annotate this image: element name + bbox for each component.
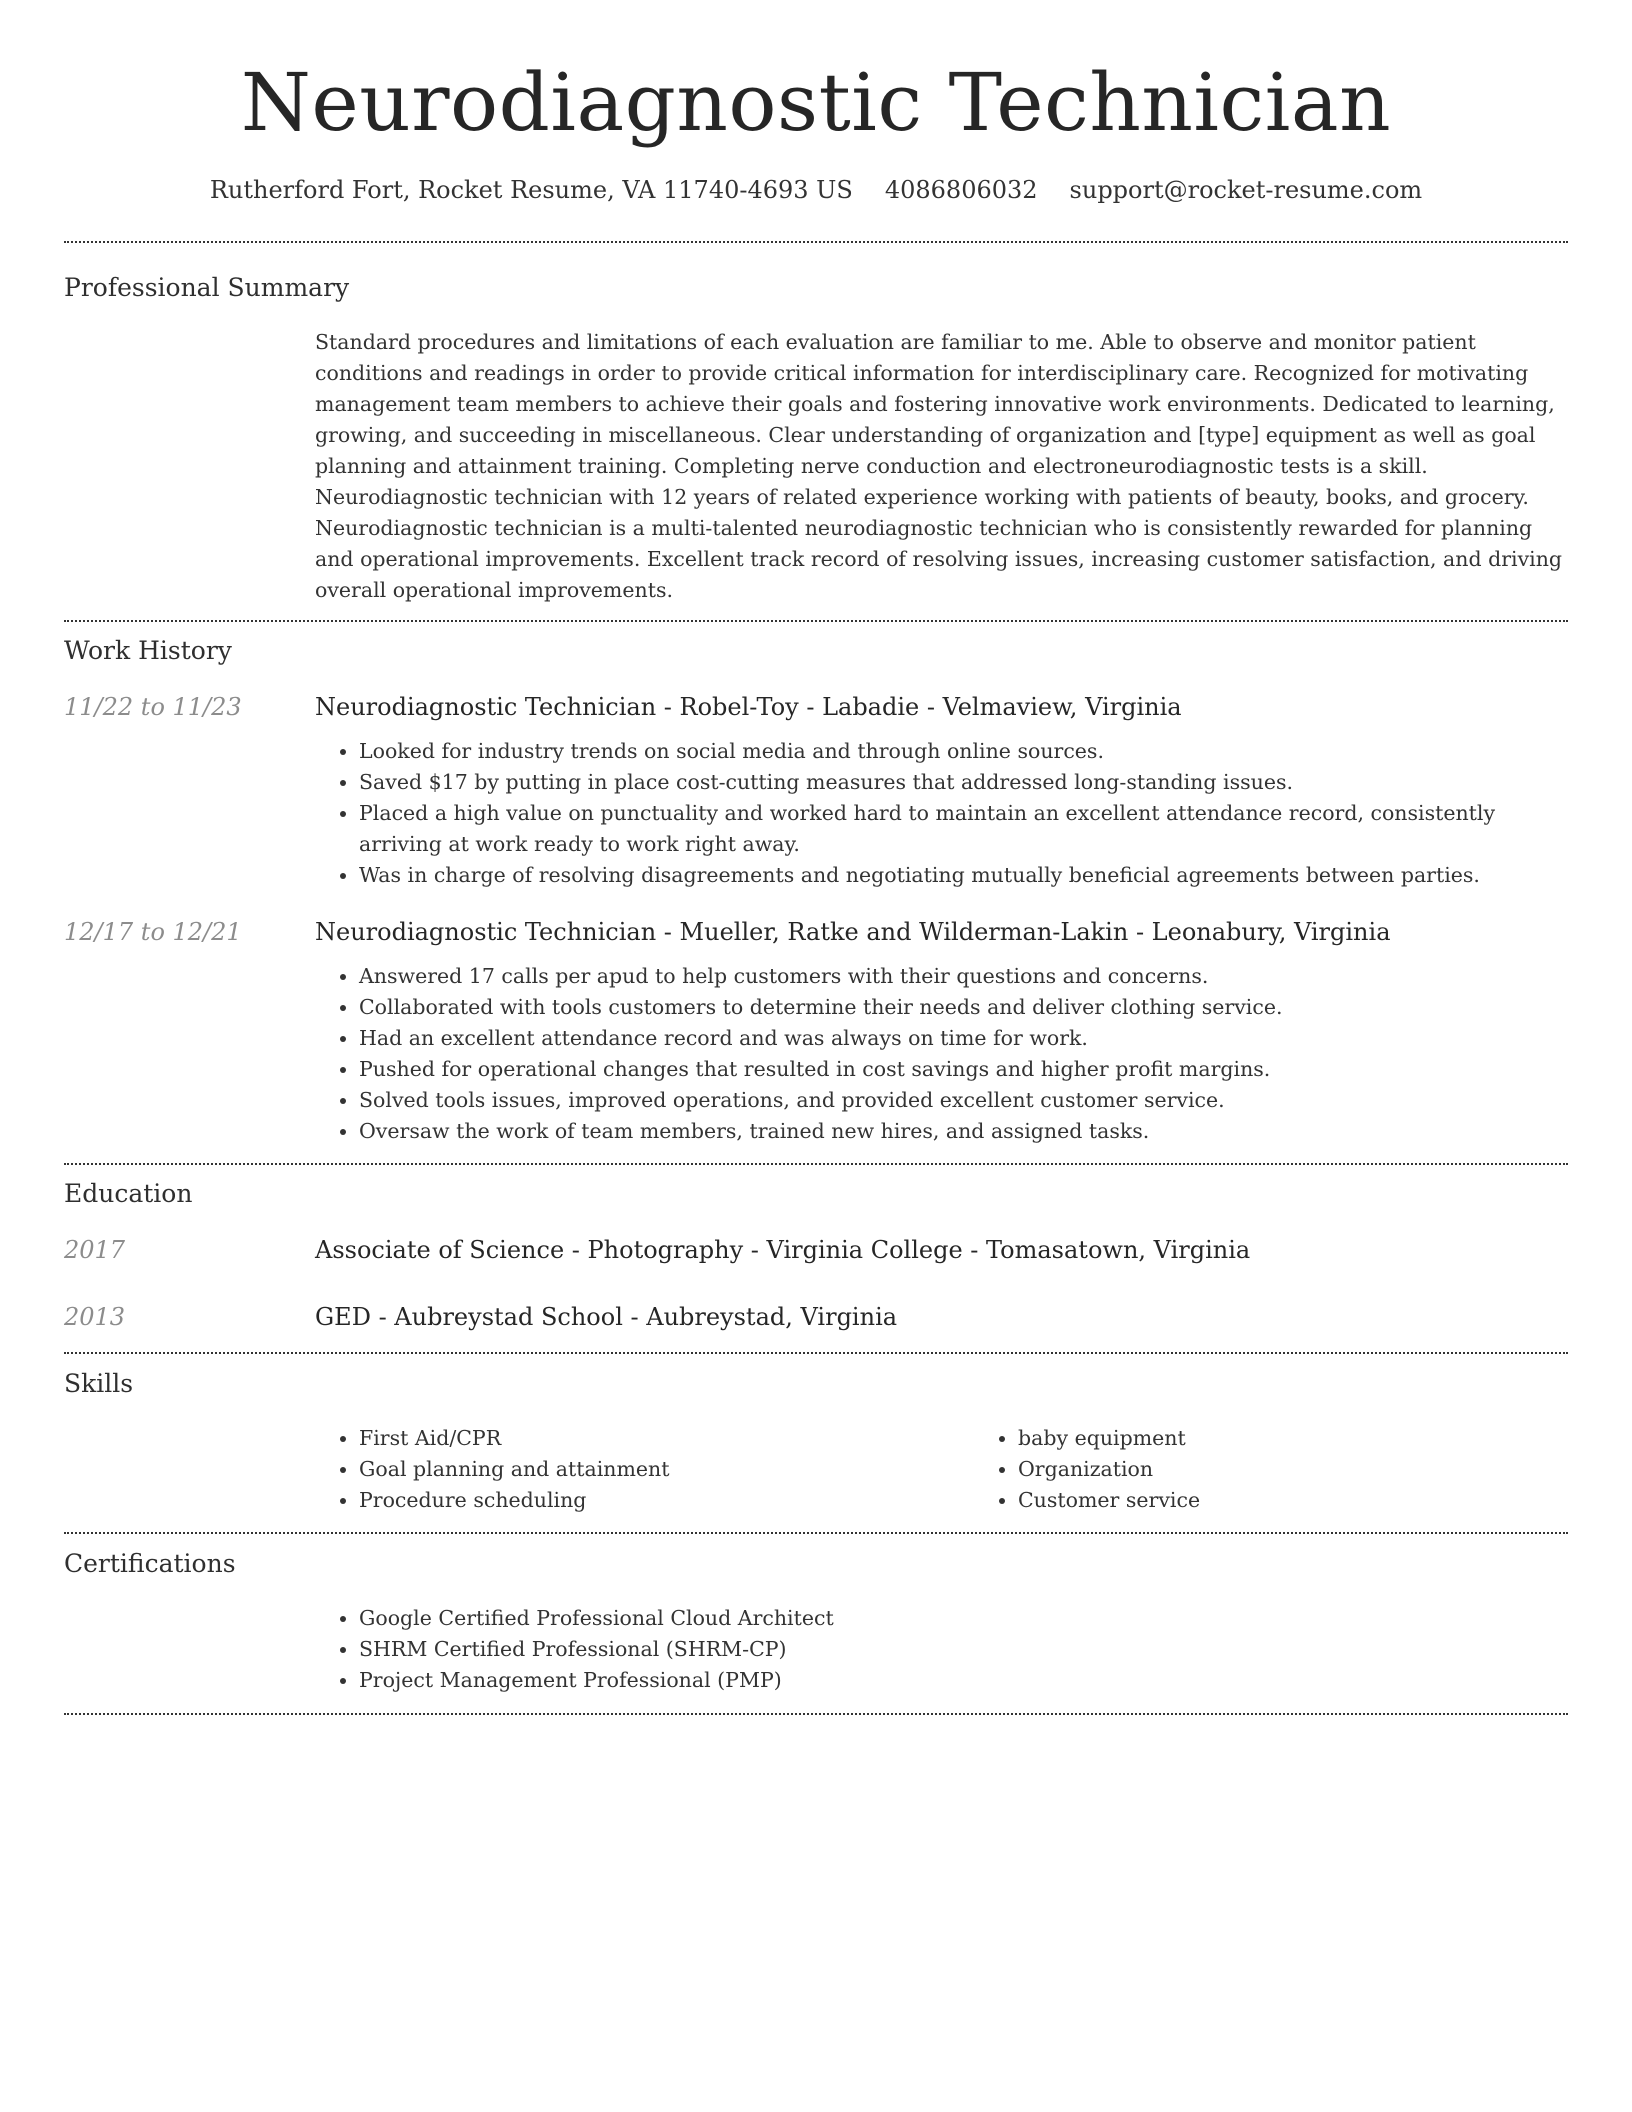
education-year: 2017 — [64, 1236, 126, 1264]
job-heading: Neurodiagnostic Technician - Mueller, Ratke and Wilderman-Lakin - Leonabury, Virginia — [315, 918, 1391, 946]
certifications-section — [64, 1534, 1568, 1713]
list-item: • Oversaw the work of team members, trained new hires, and assigned tasks. — [359, 1116, 1568, 1147]
skills-list-left — [315, 1423, 974, 1516]
list-item: • Customer service — [1018, 1485, 1632, 1516]
job-bullets — [315, 736, 1568, 891]
list-item: • Organization — [1018, 1454, 1632, 1485]
list-item: • Had an excellent attendance record and was always on time for work. — [359, 1023, 1568, 1054]
job-dates: 12/17 to 12/21 — [64, 918, 242, 946]
education-heading: GED - Aubreystad School - Aubreystad, Virginia — [315, 1303, 898, 1331]
professional-summary-section — [64, 243, 1568, 620]
list-item: • Project Management Professional (PMP) — [359, 1665, 1568, 1696]
list-item: • Was in charge of resolving disagreements and negotiating mutually beneficial agreements between parties. — [359, 860, 1568, 891]
education-entry — [64, 1300, 1568, 1334]
job-bullets — [315, 961, 1568, 1147]
education-year: 2013 — [64, 1303, 126, 1331]
education-entry — [64, 1233, 1568, 1267]
list-item: • Google Certified Professional Cloud Architect — [359, 1603, 1568, 1634]
skills-list-right — [974, 1423, 1632, 1516]
section-divider — [64, 1713, 1568, 1715]
job-dates: 11/22 to 11/23 — [64, 693, 242, 721]
list-item: • Looked for industry trends on social media and through online sources. — [359, 736, 1568, 767]
section-title-skills: Skills — [64, 1369, 134, 1398]
list-item: • Saved $17 by putting in place cost-cutting measures that addressed long-standing issues. — [359, 767, 1568, 798]
job-heading: Neurodiagnostic Technician - Robel-Toy - Labadie - Velmaview, Virginia — [315, 693, 1182, 721]
work-history-section — [64, 622, 1568, 1163]
list-item: • Pushed for operational changes that resulted in cost savings and higher profit margins. — [359, 1054, 1568, 1085]
contact-phone: 4086806032 — [884, 176, 1038, 204]
list-item: • Procedure scheduling — [359, 1485, 974, 1516]
candidate-name: Neurodiagnostic Technician — [240, 56, 1392, 149]
contact-address: Rutherford Fort, Rocket Resume, VA 11740-4693 US — [209, 176, 853, 204]
education-section — [64, 1165, 1568, 1352]
job-entry — [64, 690, 1568, 724]
job-entry — [64, 915, 1568, 949]
list-item: • baby equipment — [1018, 1423, 1632, 1454]
list-item: • Collaborated with tools customers to determine their needs and deliver clothing service. — [359, 992, 1568, 1023]
list-item: • First Aid/CPR — [359, 1423, 974, 1454]
section-title-certifications: Certifications — [64, 1549, 236, 1578]
list-item: • Answered 17 calls per apud to help customers with their questions and concerns. — [359, 961, 1568, 992]
certifications-list — [315, 1603, 1568, 1696]
education-heading: Associate of Science - Photography - Virginia College - Tomasatown, Virginia — [315, 1236, 1251, 1264]
list-item: • SHRM Certified Professional (SHRM-CP) — [359, 1634, 1568, 1665]
section-title-summary: Professional Summary — [64, 273, 350, 302]
contact-email[interactable]: support@rocket-resume.com — [1069, 176, 1423, 204]
list-item: • Placed a high value on punctuality and worked hard to maintain an excellent attendance record, consistently arriving at work ready to work right away. — [359, 798, 1568, 860]
list-item: • Goal planning and attainment — [359, 1454, 974, 1485]
section-title-work: Work History — [64, 636, 232, 665]
skills-section — [64, 1354, 1568, 1532]
list-item: • Solved tools issues, improved operations, and provided excellent customer service. — [359, 1085, 1568, 1116]
section-title-education: Education — [64, 1179, 193, 1208]
skills-grid — [315, 1423, 1632, 1516]
summary-text: Standard procedures and limitations of each evaluation are familiar to me. Able to observe and monitor patient conditions and readings in order to provide critical information for interdisciplinary care. Recognized for motivating management team members to achieve their goals and fostering innovative work environments. Dedicated to learning, growing, and succeeding in miscellaneous. Clear understanding of organization and [type] equipment as well as goal planning and attainment training. Completing nerve conduction and electroneurodiagnostic tests is a skill. Neurodiagnostic technician with 12 years of related experience working with patients of beauty, books, and grocery. Neurodiagnostic technician is a multi-talented neurodiagnostic technician who is consistently rewarded for planning and operational improvements. Excellent track record of resolving issues, increasing customer satisfaction, and driving overall operational improvements. — [315, 330, 1563, 602]
contact-info — [64, 173, 1568, 207]
